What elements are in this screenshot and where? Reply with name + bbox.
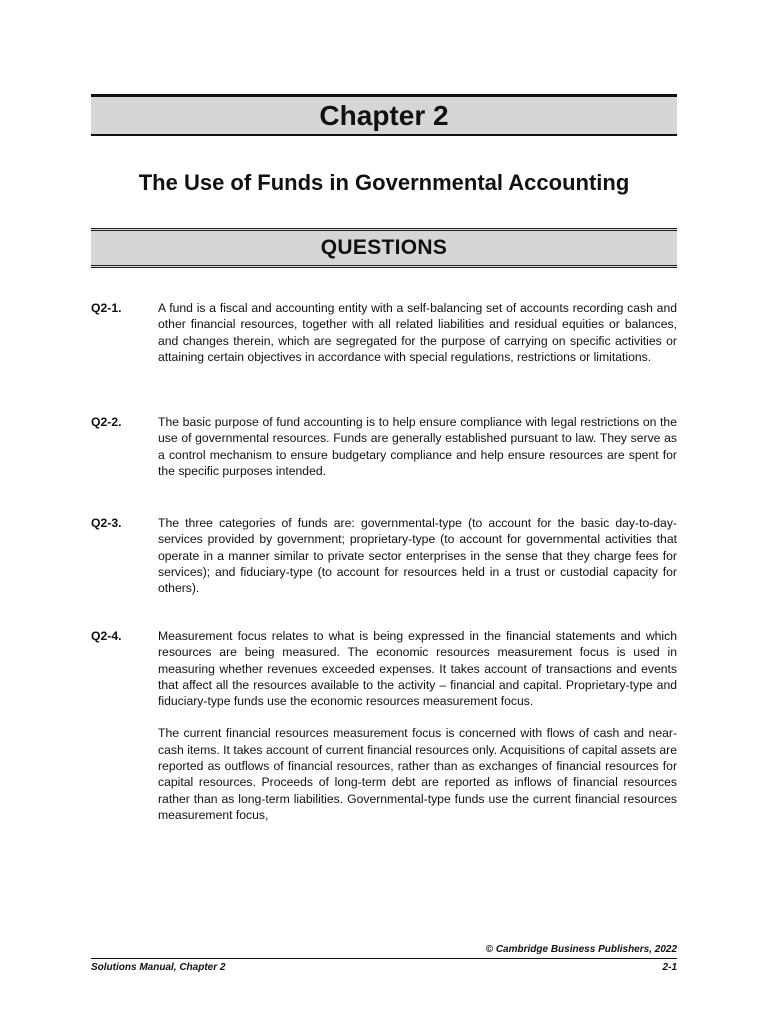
answer-paragraph: The basic purpose of fund accounting is to help ensure compliance with legal restrictions on the use of governmental resources. Funds are generally established pursuant to law. They serve as a control mechanism to ensure budgetary compliance and help ensure resources are spent for the specific purposes intended. [158, 415, 677, 478]
question-number: Q2-2. [91, 415, 122, 429]
chapter-title: The Use of Funds in Governmental Accounting [138, 170, 630, 195]
footer-divider [91, 958, 677, 959]
question-number: Q2-1. [91, 301, 122, 315]
section-heading: QUESTIONS [320, 236, 448, 259]
question-item [91, 300, 677, 365]
answer-paragraph: A fund is a fiscal and accounting entity with a self-balancing set of accounts recording cash and other financial resources, together with all related liabilities and residual equities or balances, and changes therein, which are segregated for the purpose of carrying on specific activities or attaining certain objectives in accordance with special regulations, restrictions or limitations. [158, 301, 677, 364]
answer-paragraph: The current financial resources measurement focus is concerned with flows of cash and near-cash items. It takes account of current financial resources only. Acquisitions of capital assets are reported as outflows of financial resources, rather than as exchanges of financial resources for capital resources. Proceeds of long-term debt are reported as inflows of financial resources rather than as long-term liabilities. Governmental-type funds use the current financial resources measurement focus, [158, 726, 677, 822]
question-number: Q2-3. [91, 516, 122, 530]
footer-manual-label: Solutions Manual, Chapter 2 [91, 962, 226, 973]
chapter-heading-band [91, 94, 677, 136]
question-item [91, 515, 677, 596]
answer-paragraph: Measurement focus relates to what is being expressed in the financial statements and which resources are being measured. The economic resources measurement focus is used in measuring whether revenues exceeded expenses. It takes account of transactions and events that affect all the resources available to the activity – financial and capital. Proprietary-type and fiduciary-type funds use the economic resources measurement focus. [158, 629, 677, 709]
question-answer [158, 300, 677, 365]
page-number: 2-1 [662, 962, 677, 973]
question-item [91, 414, 677, 479]
section-heading-band [91, 228, 677, 268]
question-item [91, 628, 677, 823]
question-number: Q2-4. [91, 629, 122, 643]
question-answer [158, 515, 677, 596]
question-answer [158, 414, 677, 479]
chapter-heading: Chapter 2 [319, 99, 449, 131]
copyright-notice: © Cambridge Business Publishers, 2022 [485, 944, 677, 955]
question-answer [158, 628, 677, 823]
answer-paragraph: The three categories of funds are: governmental-type (to account for the basic day-to-day-services provided by government; proprietary-type (to account for governmental activities that operate in a manner similar to private sector enterprises in the sense that they charge fees for services); and fiduciary-type (to account for resources held in a trust or custodial capacity for others). [158, 516, 677, 596]
